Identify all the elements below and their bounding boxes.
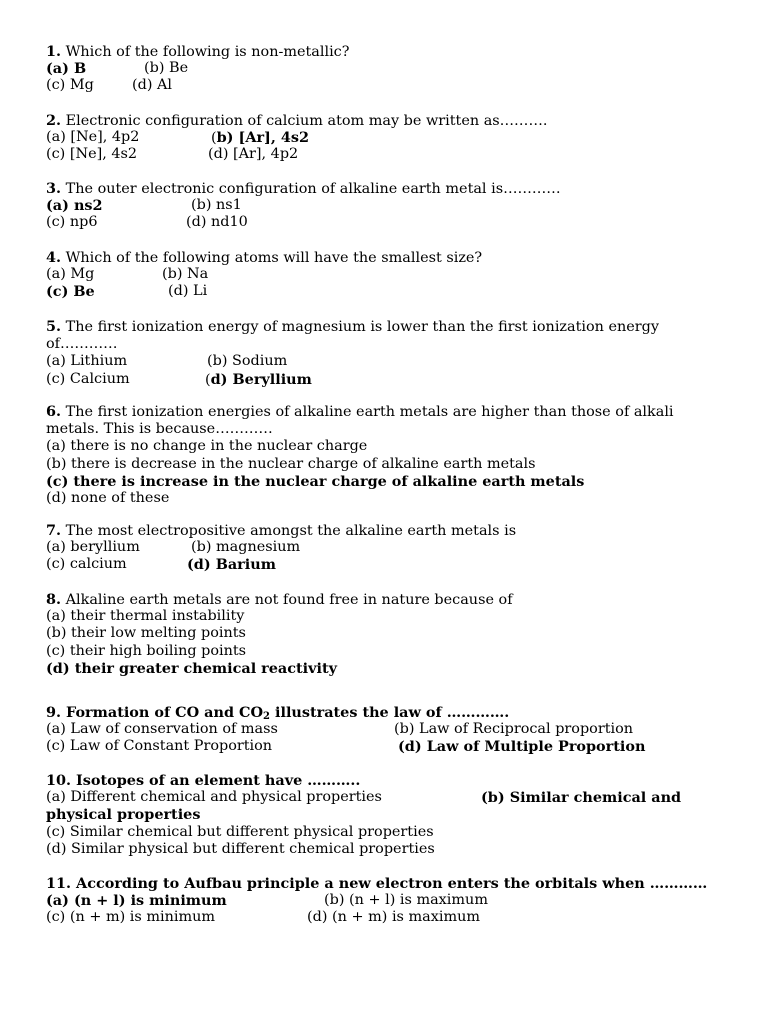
- option-row: [46, 789, 726, 806]
- question-text: The outer electronic configuration of alkaline earth metal is…………: [61, 181, 561, 197]
- question-number: 7.: [46, 522, 62, 539]
- question-text: The first ionization energy of magnesium is lower than the first ionization energy of…………: [46, 319, 659, 353]
- option-b: (b) ns1: [191, 197, 242, 214]
- option-c: (c) Be: [46, 283, 95, 301]
- question-6: [46, 403, 726, 507]
- option-b-continued: physical properties: [46, 806, 201, 824]
- option-d: (d) none of these: [46, 489, 170, 506]
- question-text: Which of the following atoms will have the smallest size?: [61, 250, 483, 266]
- option-a: (a) their thermal instability: [46, 608, 245, 625]
- question-4: [46, 249, 726, 301]
- question-text: Alkaline earth metals are not found free in nature because of: [61, 592, 513, 608]
- option-a: (a) Law of conservation of mass: [46, 721, 278, 738]
- option-c: (c) [Ne], 4s2: [46, 146, 138, 163]
- option-row: [46, 60, 726, 77]
- question-7: [46, 522, 726, 574]
- question-10: [46, 772, 726, 858]
- option-b: (b) Similar chemical and: [481, 789, 682, 807]
- option-row: [46, 129, 726, 146]
- question-number: 6.: [46, 403, 62, 420]
- question-9: [46, 704, 726, 756]
- option-a: (a) Mg: [46, 266, 95, 283]
- question-number: 4.: [46, 249, 62, 266]
- option-a: (a) Different chemical and physical properties: [46, 789, 382, 806]
- option-a: (a) (n + l) is minimum: [46, 892, 227, 910]
- question-number: 1.: [46, 43, 62, 60]
- option-row: [46, 283, 726, 300]
- question-stem: 11. According to Aufbau principle a new electron enters the orbitals when …………: [46, 875, 708, 892]
- question-stem: [46, 180, 726, 197]
- option-c: (c) Similar chemical but different physical properties: [46, 823, 434, 840]
- question-stem: [46, 112, 726, 129]
- option-row: [46, 892, 726, 909]
- question-stem: [46, 249, 726, 266]
- option-c: (c) Calcium: [46, 370, 130, 387]
- question-5: [46, 318, 726, 388]
- option-a: (a) [Ne], 4p2: [46, 129, 140, 146]
- option-b: (b) magnesium: [191, 539, 301, 556]
- option-d: (d) Al: [132, 77, 173, 94]
- option-c: (c) there is increase in the nuclear charge of alkaline earth metals: [46, 472, 585, 490]
- question-number: 8.: [46, 591, 62, 608]
- question-stem: 9. Formation of CO and $CO_2$ illustrates the law of ………….: [46, 704, 510, 722]
- option-d: (d) Li: [168, 283, 208, 300]
- question-1: [46, 43, 726, 95]
- question-stem: [46, 403, 726, 438]
- question-number: 3.: [46, 180, 62, 197]
- option-row: [46, 909, 726, 926]
- option-row: [46, 353, 726, 370]
- option-row: [46, 556, 726, 573]
- question-text: The first ionization energies of alkaline earth metals are higher than those of alkali metals. This is because…………: [46, 404, 674, 438]
- option-row: [46, 539, 726, 556]
- option-row: [46, 197, 726, 214]
- option-c: (c) their high boiling points: [46, 642, 247, 659]
- question-number: 2.: [46, 112, 62, 129]
- option-row: [46, 371, 726, 388]
- option-b: (b) (n + l) is maximum: [324, 892, 488, 909]
- option-c: (c) (n + m) is minimum: [46, 909, 216, 926]
- option-d: (d) [Ar], 4p2: [208, 146, 299, 163]
- option-row: [46, 721, 726, 738]
- question-number: 5.: [46, 318, 62, 335]
- question-stem: [46, 591, 726, 608]
- option-a: (a) B: [46, 60, 87, 78]
- option-d: (d) their greater chemical reactivity: [46, 659, 337, 677]
- question-11: [46, 875, 726, 927]
- option-b: (b) there is decrease in the nuclear charge of alkaline earth metals: [46, 455, 536, 472]
- question-3: [46, 180, 726, 232]
- option-row: [46, 214, 726, 231]
- option-b: (b) [Ar], 4s2: [211, 129, 310, 147]
- question-8: [46, 591, 726, 677]
- option-a: (a) Lithium: [46, 353, 128, 370]
- option-d: (d) Law of Multiple Proportion: [398, 738, 646, 756]
- option-d: (d) Similar physical but different chemical properties: [46, 840, 435, 857]
- option-row: [46, 738, 726, 755]
- option-a: (a) ns2: [46, 197, 103, 215]
- option-d: (d) Beryllium: [205, 370, 312, 388]
- option-b: (b) their low melting points: [46, 625, 246, 642]
- option-b: (b) Na: [162, 266, 209, 283]
- question-stem: [46, 43, 726, 60]
- option-row: [46, 266, 726, 283]
- option-c: (c) calcium: [46, 556, 127, 573]
- option-d: (d) (n + m) is maximum: [307, 909, 481, 926]
- option-a: (a) beryllium: [46, 539, 140, 556]
- question-stem: 10. Isotopes of an element have ………..: [46, 772, 361, 789]
- option-row: [46, 77, 726, 94]
- question-2: [46, 112, 726, 164]
- option-a: (a) there is no change in the nuclear charge: [46, 438, 368, 455]
- option-b: (b) Be: [144, 60, 189, 77]
- option-d: (d) nd10: [186, 214, 248, 231]
- question-stem: [46, 318, 726, 353]
- option-b: (b) Law of Reciprocal proportion: [394, 721, 634, 738]
- question-text: Electronic configuration of calcium atom may be written as……….: [61, 113, 548, 129]
- option-c: (c) Law of Constant Proportion: [46, 738, 273, 755]
- option-c: (c) Mg: [46, 77, 94, 94]
- question-text: The most electropositive amongst the alkaline earth metals is: [61, 523, 517, 539]
- option-d: (d) Barium: [187, 556, 276, 574]
- option-b: (b) Sodium: [207, 353, 288, 370]
- option-c: (c) np6: [46, 214, 98, 231]
- question-text: Which of the following is non-metallic?: [61, 44, 350, 60]
- question-stem: [46, 522, 726, 539]
- option-row: [46, 146, 726, 163]
